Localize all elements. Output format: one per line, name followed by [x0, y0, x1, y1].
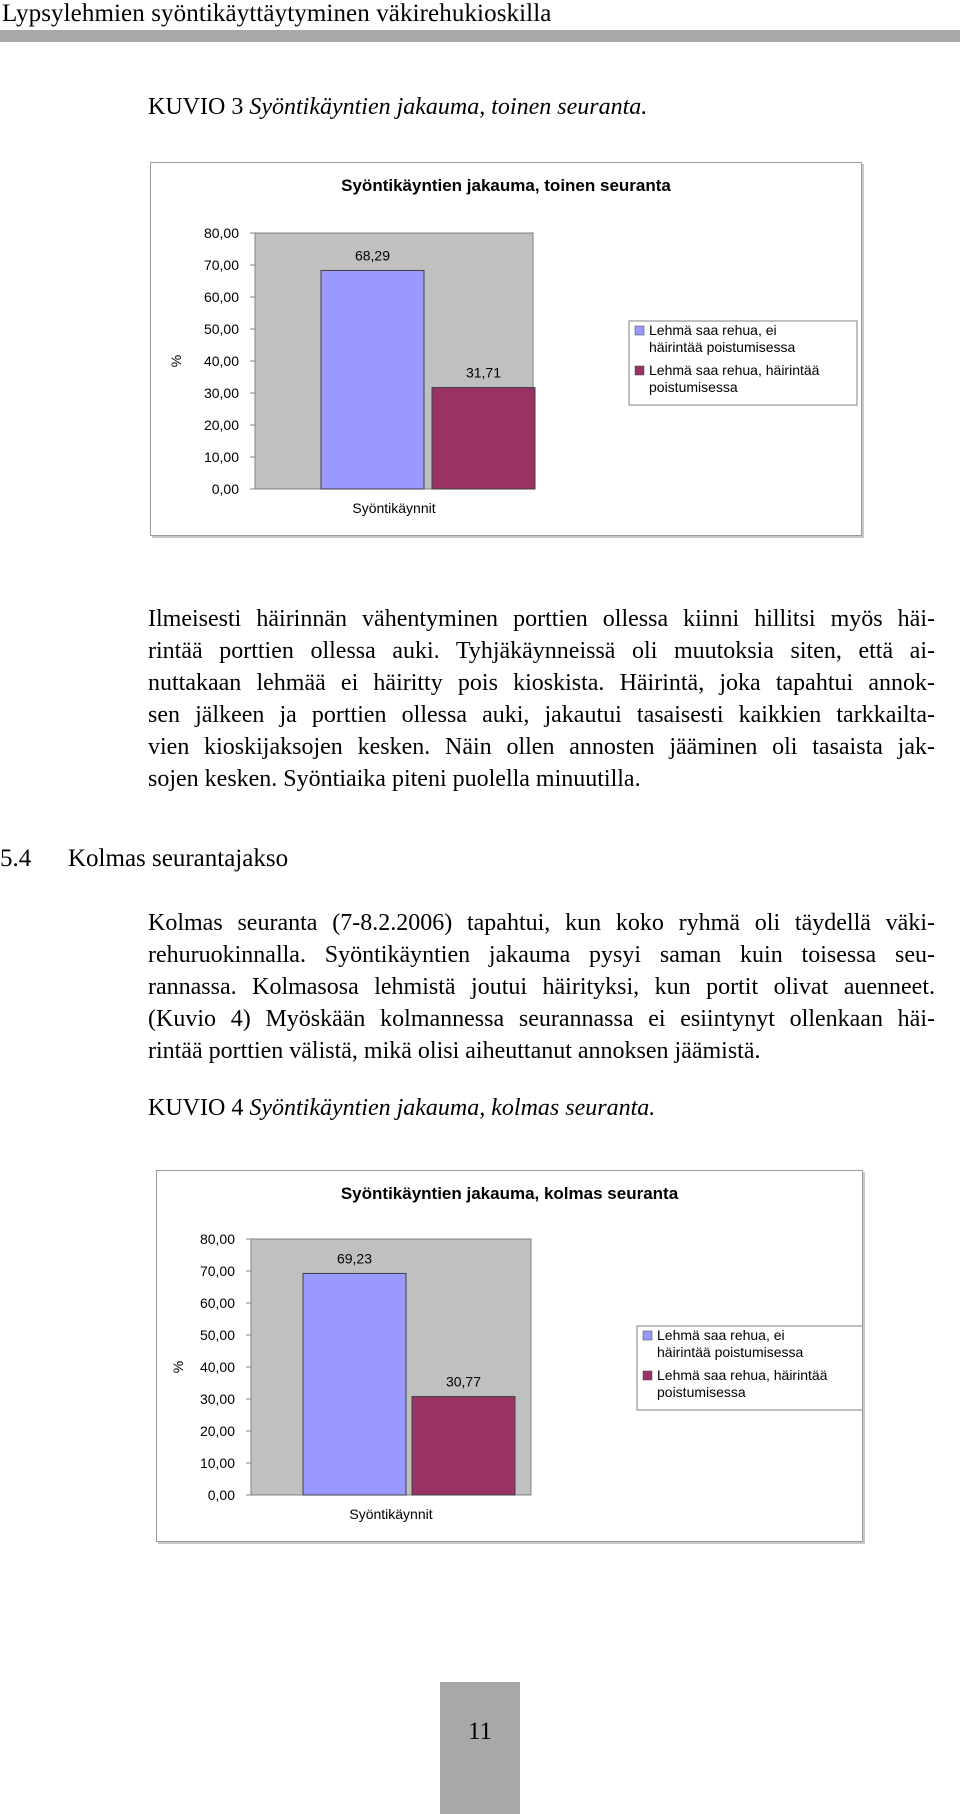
paragraph-2 — [148, 907, 935, 1067]
paragraph-1-line: sojen kesken. Syöntiaika piteni puolella minuutilla. — [148, 766, 641, 792]
section-heading — [0, 845, 288, 873]
legend-label: Lehmä saa rehua, ei — [657, 1327, 785, 1343]
figure-3-caption — [148, 94, 647, 121]
legend-swatch — [635, 326, 644, 335]
running-head-rule — [0, 30, 960, 42]
y-tick-label: 70,00 — [203, 257, 239, 273]
legend-swatch — [643, 1371, 652, 1380]
legend-swatch — [643, 1331, 652, 1340]
y-tick-label: 70,00 — [199, 1263, 235, 1279]
figure-3-caption-text: Syöntikäyntien jakauma, toinen seuranta. — [249, 94, 648, 120]
legend-label: Lehmä saa rehua, ei — [649, 322, 777, 338]
y-tick-label: 50,00 — [203, 321, 239, 337]
y-tick-label: 20,00 — [199, 1423, 235, 1439]
figure-4-caption-text: Syöntikäyntien jakauma, kolmas seuranta. — [249, 1095, 656, 1121]
chart-figure-3 — [150, 162, 862, 536]
paragraph-1-line: sen jälkeen ja porttien ollessa auki, jakautui tasaisesti kaikkien tarkkailta- — [148, 702, 935, 728]
paragraph-2-line: rintää porttien välistä, mikä olisi aiheuttanut annoksen jäämistä. — [148, 1038, 761, 1064]
y-tick-label: 40,00 — [199, 1359, 235, 1375]
paragraph-1-line: nuttakaan lehmää ei häiritty pois kioskista. Häirintä, joka tapahtui annok- — [148, 670, 935, 696]
figure-4-caption-label: KUVIO 4 — [148, 1095, 244, 1121]
y-axis-label: % — [170, 1360, 186, 1374]
bar-data-label: 30,77 — [445, 1373, 482, 1390]
paragraph-2-line: rehuruokinnalla. Syöntikäyntien jakauma pysyi saman kuin toisessa seu- — [148, 942, 935, 968]
y-tick-label: 30,00 — [199, 1391, 235, 1407]
chart-title: Syöntikäyntien jakauma, toinen seuranta — [341, 176, 671, 195]
y-tick-label: 10,00 — [203, 449, 239, 465]
y-tick-label: 20,00 — [203, 417, 239, 433]
legend-label: poistumisessa — [649, 379, 738, 395]
paragraph-1-line: rintää porttien ollessa auki. Tyhjäkäynneissä oli muutoksia siten, että ai- — [148, 638, 935, 664]
legend-label: häirintää poistumisessa — [649, 339, 796, 355]
page-number-box — [440, 1682, 520, 1814]
section-number: 5.4 — [0, 845, 32, 872]
paragraph-2-line: (Kuvio 4) Myöskään kolmannessa seurannassa ei esiintynyt ollenkaan häi- — [148, 1006, 935, 1032]
legend-swatch — [635, 366, 644, 375]
paragraph-1-line: Ilmeisesti häirinnän vähentyminen porttien ollessa kiinni hillitsi myös häi- — [148, 606, 935, 632]
paragraph-1 — [148, 603, 935, 795]
y-tick-label: 10,00 — [199, 1455, 235, 1471]
bar-data-label: 69,23 — [336, 1250, 373, 1267]
x-category-label: Syöntikäynnit — [352, 500, 436, 516]
figure-4-caption — [148, 1095, 655, 1122]
running-head-title: Lypsylehmien syöntikäyttäytyminen väkirehukioskilla — [2, 0, 552, 27]
legend-label: Lehmä saa rehua, häirintää — [649, 362, 820, 378]
bar-series-2 — [412, 1397, 515, 1495]
chart-svg — [157, 1171, 862, 1541]
y-axis-label: % — [168, 354, 184, 368]
y-tick-label: 0,00 — [211, 481, 239, 497]
chart-figure-4 — [156, 1170, 863, 1542]
chart-svg — [151, 163, 861, 535]
paragraph-1-line: vien kioskijaksojen kesken. Näin ollen annosten jääminen oli tasaista jak- — [148, 734, 935, 760]
bar-data-label: 68,29 — [354, 247, 391, 264]
figure-3-caption-label: KUVIO 3 — [148, 94, 244, 120]
y-tick-label: 30,00 — [203, 385, 239, 401]
bar-data-label: 31,71 — [465, 364, 502, 381]
bar-series-2 — [432, 388, 535, 489]
bar-series-1 — [321, 270, 424, 489]
section-title: Kolmas seurantajakso — [68, 845, 289, 872]
legend-label: Lehmä saa rehua, häirintää — [657, 1367, 828, 1383]
y-tick-label: 60,00 — [203, 289, 239, 305]
legend-label: häirintää poistumisessa — [657, 1344, 804, 1360]
legend-label: poistumisessa — [657, 1384, 746, 1400]
y-tick-label: 80,00 — [199, 1231, 235, 1247]
y-tick-label: 60,00 — [199, 1295, 235, 1311]
bar-series-1 — [303, 1273, 406, 1495]
y-tick-label: 50,00 — [199, 1327, 235, 1343]
x-category-label: Syöntikäynnit — [349, 1506, 433, 1522]
running-head — [0, 0, 960, 44]
y-tick-label: 40,00 — [203, 353, 239, 369]
paragraph-2-line: Kolmas seuranta (7-8.2.2006) tapahtui, kun koko ryhmä oli täydellä väki- — [148, 910, 935, 936]
y-tick-label: 80,00 — [203, 225, 239, 241]
page-number: 11 — [467, 1718, 493, 1745]
y-tick-label: 0,00 — [207, 1487, 235, 1503]
paragraph-2-line: rannassa. Kolmasosa lehmistä joutui häirityksi, kun portit olivat auenneet. — [148, 974, 935, 1000]
chart-title: Syöntikäyntien jakauma, kolmas seuranta — [340, 1184, 679, 1203]
